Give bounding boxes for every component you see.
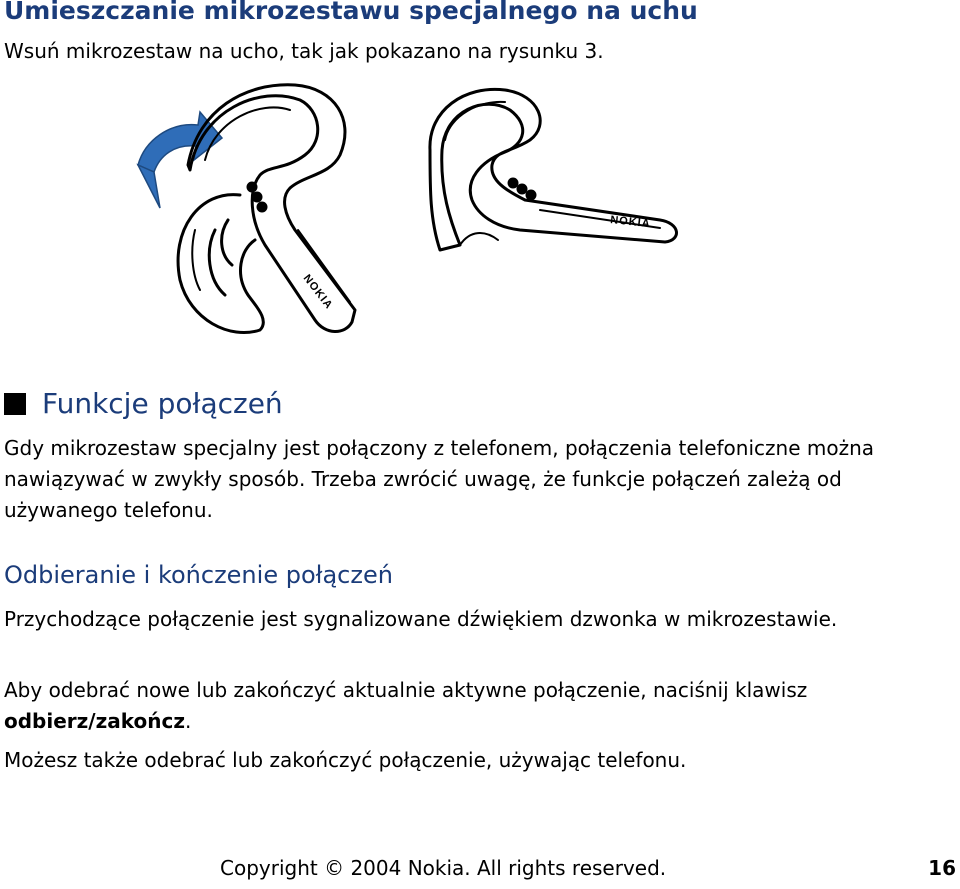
copyright-footer: Copyright © 2004 Nokia. All rights reserved. — [220, 856, 667, 880]
headset-illustration — [120, 80, 700, 350]
key-name-answer-end: odbierz/zakończ — [4, 709, 185, 733]
para2-prefix: Aby odebrać nowe lub zakończyć aktualnie aktywne połączenie, naciśnij klawisz — [4, 678, 808, 702]
section-title-text: Funkcje połączeń — [42, 387, 283, 420]
section-title — [4, 387, 283, 420]
section-bullet-icon — [4, 393, 26, 415]
subsection-paragraph-1: Przychodzące połączenie jest sygnalizowane dźwiękiem dzwonka w mikrozestawie. — [4, 607, 838, 631]
subsection-paragraph-3: Możesz także odebrać lub zakończyć połączenie, używając telefonu. — [4, 748, 687, 772]
para2-suffix: . — [184, 709, 192, 733]
subsection-title: Odbieranie i kończenie połączeń — [4, 561, 393, 589]
page-heading: Umieszczanie mikrozestawu specjalnego na uchu — [4, 0, 698, 25]
ear-drawing — [178, 195, 263, 333]
section-paragraph: Gdy mikrozestaw specjalny jest połączony z telefonem, połączenia telefoniczne można nawiązywać w zwykły sposób. Trzeba zwrócić uwagę, że funkcje połączeń zależą od używanego telefonu. — [4, 436, 874, 522]
intro-paragraph: Wsuń mikrozestaw na ucho, tak jak pokazano na rysunku 3. — [4, 39, 604, 63]
brand-label-right: NOKIA — [609, 214, 652, 231]
subsection-paragraph-2 — [4, 675, 954, 737]
headset-left-drawing — [188, 85, 355, 332]
rotate-arrow-icon — [138, 112, 222, 172]
page-number: 16 — [928, 856, 956, 880]
brand-label-left: NOKIA — [300, 272, 335, 312]
